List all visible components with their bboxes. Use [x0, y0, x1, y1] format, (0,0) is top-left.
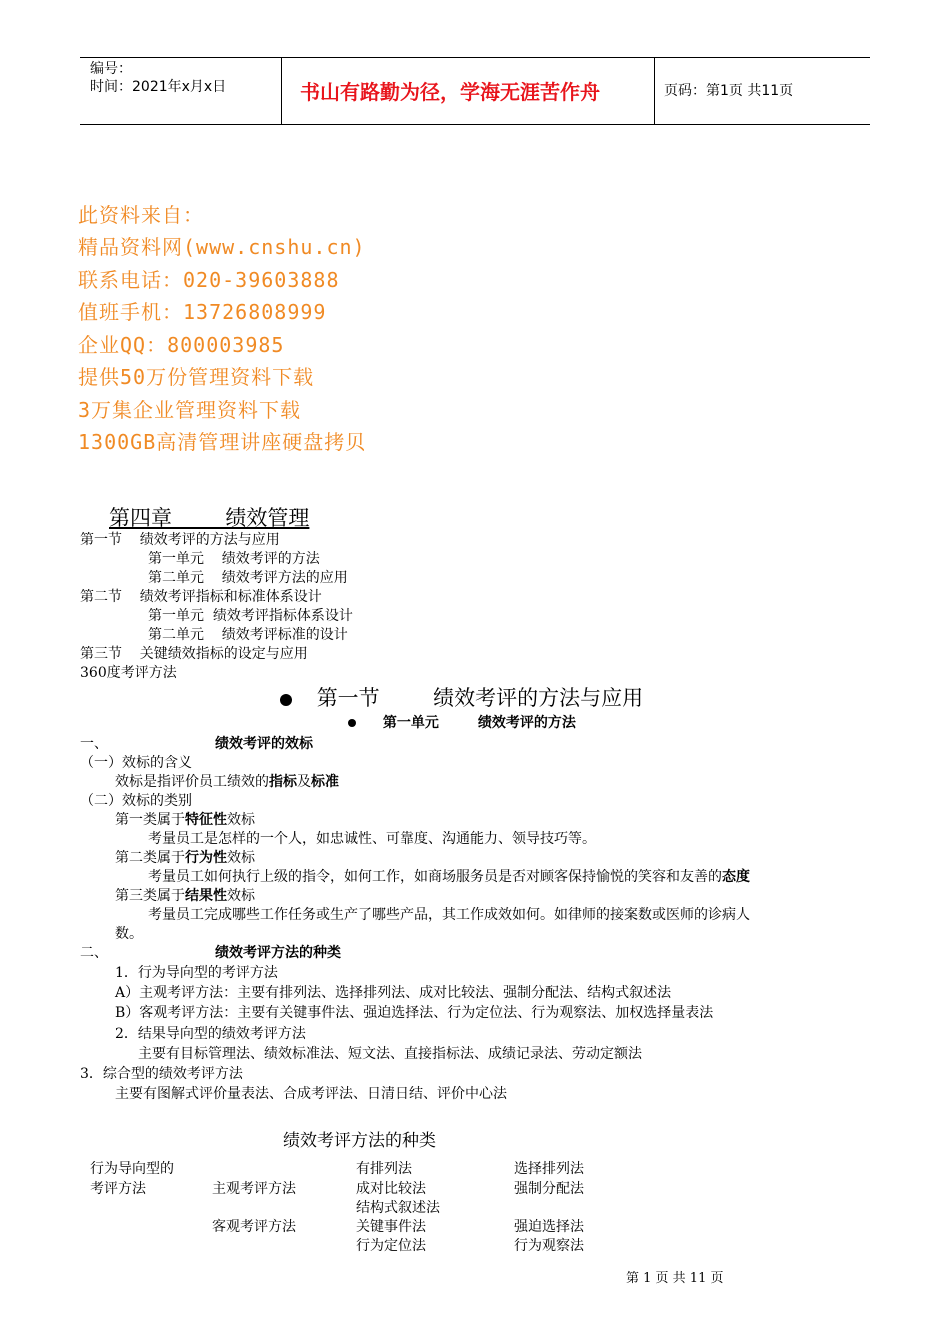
table-cell: 行为定位法: [356, 1238, 426, 1254]
table-cell: 考评方法: [90, 1181, 146, 1197]
heading-one-title: 绩效考评的效标: [215, 736, 313, 752]
promo-line: 1300GB高清管理讲座硬盘拷贝: [78, 430, 367, 454]
text-span: 结果性: [185, 888, 227, 904]
body-line: 2．结果导向型的绩效考评方法: [115, 1026, 306, 1042]
header-time-label: 时间：2021年x月x日: [90, 79, 227, 95]
text-span: 效标: [227, 850, 255, 866]
section-title: 第一节 绩效考评的方法与应用: [316, 686, 644, 710]
table-cell: 有排列法: [356, 1161, 412, 1177]
body-line: 主要有图解式评价量表法、合成考评法、日清日结、评价中心法: [115, 1086, 507, 1102]
table-cell: 主观考评方法: [212, 1181, 296, 1197]
bullet-icon: [280, 694, 292, 706]
toc-item: 第二单元 绩效考评标准的设计: [148, 627, 348, 643]
promo-line: 值班手机：13726808999: [78, 300, 327, 324]
text-span: 效标: [227, 812, 255, 828]
text-span: 及: [297, 774, 311, 790]
table-title: 绩效考评方法的种类: [283, 1131, 436, 1151]
unit-heading: [348, 716, 576, 730]
promo-line: 企业QQ：800003985: [78, 333, 285, 357]
toc-item: 第一节 绩效考评的方法与应用: [80, 532, 280, 548]
body-line: 数。: [115, 926, 143, 942]
body-line: 主要有目标管理法、绩效标准法、短文法、直接指标法、成绩记录法、劳动定额法: [138, 1046, 642, 1062]
header-bottom-rule: [80, 124, 870, 125]
heading-two-number: 二、: [80, 945, 108, 961]
toc-item: 第二节 绩效考评指标和标准体系设计: [80, 589, 322, 605]
body-line: 3．综合型的绩效考评方法: [80, 1066, 243, 1082]
table-cell: 成对比较法: [356, 1181, 426, 1197]
body-line: 考量员工是怎样的一个人，如忠诚性、可靠度、沟通能力、领导技巧等。: [148, 831, 596, 847]
toc-item: 第二单元 绩效考评方法的应用: [148, 570, 348, 586]
table-cell: 客观考评方法: [212, 1219, 296, 1235]
text-span: 效标: [227, 888, 255, 904]
header-divider-left: [281, 57, 282, 125]
text-span: 态度: [722, 869, 750, 885]
promo-line: 提供50万份管理资料下载: [78, 365, 315, 389]
bullet-icon: [348, 719, 356, 727]
toc-item: 360度考评方法: [80, 665, 177, 681]
body-line: [115, 889, 255, 903]
toc-item: 第三节 关键绩效指标的设定与应用: [80, 646, 308, 662]
body-line: 考量员工完成哪些工作任务或生产了哪些产品，其工作成效如何。如律师的接案数或医师的诊病人: [148, 907, 750, 923]
page-footer: 第 1 页 共 11 页: [626, 1271, 724, 1286]
text-span: 特征性: [185, 812, 227, 828]
header-number-label: 编号：: [90, 61, 132, 77]
table-cell: 结构式叙述法: [356, 1200, 440, 1216]
toc-item: 第一单元 绩效考评指标体系设计: [148, 608, 353, 624]
promo-line: 精品资料网(www.cnshu.cn): [78, 235, 366, 259]
text-span: 第一类属于: [115, 812, 185, 828]
body-line: B）客观考评方法：主要有关键事件法、强迫选择法、行为定位法、行为观察法、加权选择量表法: [115, 1005, 714, 1021]
body-line: A）主观考评方法：主要有排列法、选择排列法、成对比较法、强制分配法、结构式叙述法: [115, 985, 672, 1001]
heading-one-number: 一、: [80, 736, 108, 752]
table-cell: 选择排列法: [514, 1161, 584, 1177]
unit-title: 第一单元 绩效考评的方法: [382, 715, 576, 731]
table-cell: 强迫选择法: [514, 1219, 584, 1235]
header-page-label: 页码：第1页 共11页: [664, 83, 794, 99]
table-cell: 行为观察法: [514, 1238, 584, 1254]
header-divider-right: [654, 57, 655, 125]
section-heading: [280, 688, 643, 709]
body-line: [115, 851, 255, 865]
table-cell: 行为导向型的: [90, 1161, 174, 1177]
header-top-rule: [80, 57, 870, 58]
body-line: 1．行为导向型的考评方法: [115, 965, 278, 981]
promo-line: 联系电话：020-39603888: [78, 268, 340, 292]
table-cell: 强制分配法: [514, 1181, 584, 1197]
table-cell: 关键事件法: [356, 1219, 426, 1235]
text-span: 考量员工如何执行上级的指令，如何工作，如商场服务员是否对顾客保持愉悦的笑容和友善的: [148, 869, 722, 885]
toc-item: 第一单元 绩效考评的方法: [148, 551, 320, 567]
chapter-title: 第四章 绩效管理: [109, 506, 310, 530]
body-line: [148, 870, 750, 884]
body-line: （一）效标的含义: [80, 755, 192, 771]
text-span: 效标是指评价员工绩效的: [115, 774, 269, 790]
text-span: 标准: [311, 774, 339, 790]
body-line: （二）效标的类别: [80, 793, 192, 809]
text-span: 第二类属于: [115, 850, 185, 866]
body-line: [115, 775, 339, 789]
promo-line: 此资料来自：: [78, 203, 204, 227]
body-line: [115, 813, 255, 827]
header-motto: 书山有路勤为径，学海无涯苦作舟: [300, 80, 600, 104]
text-span: 指标: [269, 774, 297, 790]
text-span: 行为性: [185, 850, 227, 866]
heading-two-title: 绩效考评方法的种类: [215, 945, 341, 961]
text-span: 第三类属于: [115, 888, 185, 904]
promo-line: 3万集企业管理资料下载: [78, 398, 302, 422]
